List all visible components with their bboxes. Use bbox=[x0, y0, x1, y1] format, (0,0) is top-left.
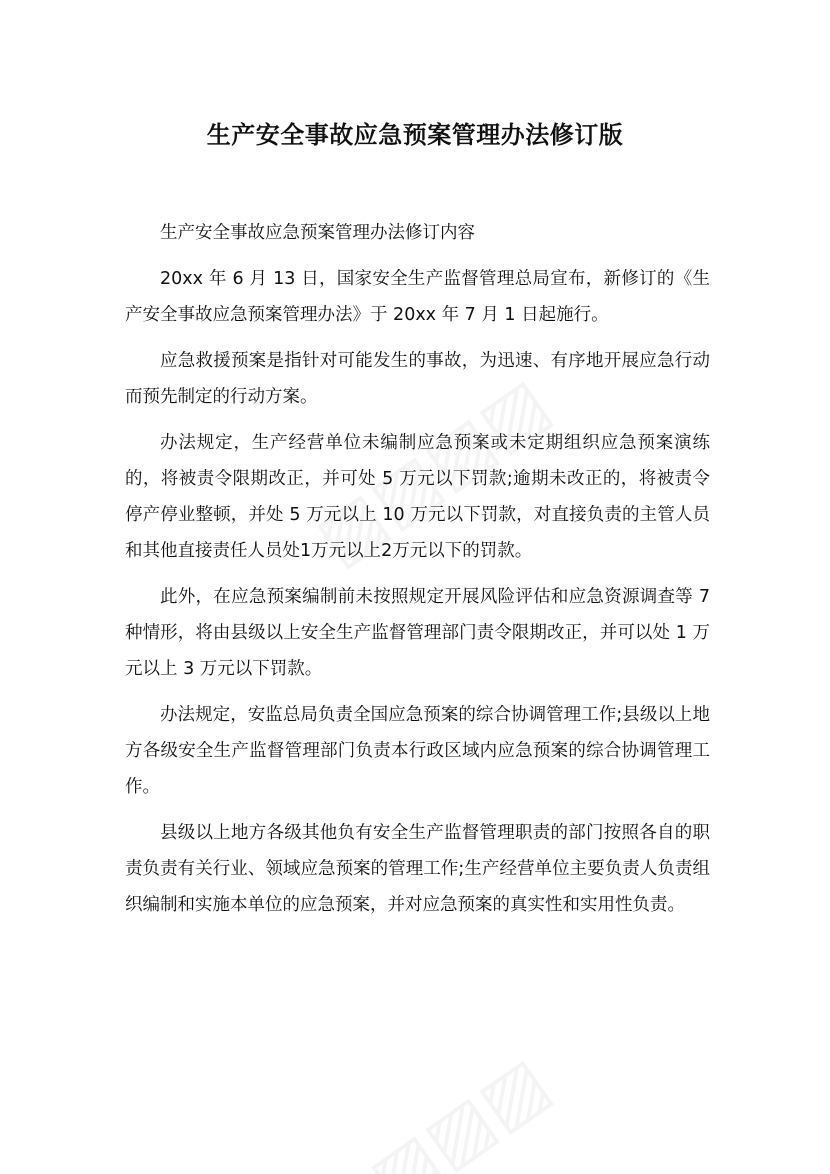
paragraph: 应急救援预案是指针对可能发生的事故，为迅速、有序地开展应急行动而预先制定的行动方案。 bbox=[125, 351, 710, 407]
paragraph: 20xx 年 6 月 13 日，国家安全生产监督管理总局宣布，新修订的《生产安全事故应急预案管理办法》于 20xx 年 7 月 1 日起施行。 bbox=[125, 269, 710, 325]
paragraph: 办法规定，安监总局负责全国应急预案的综合协调管理工作;县级以上地方各级安全生产监督管理部门负责本行政区域内应急预案的综合协调管理工作。 bbox=[125, 705, 710, 797]
paragraph: 办法规定，生产经营单位未编制应急预案或未定期组织应急预案演练的，将被责令限期改正，并可处 5 万元以下罚款;逾期未改正的，将被责令停产停业整顿，并处 5 万元以上 10 万元以下罚款，对直接负责的主管人员和其他直接责任人员处1万元以上2万元以下的罚款。 bbox=[125, 433, 710, 561]
document-title: 生产安全事故应急预案管理办法修订版 bbox=[206, 121, 624, 149]
watermark-graphic bbox=[354, 1041, 564, 1174]
document-body bbox=[125, 215, 710, 933]
paragraph: 县级以上地方各级其他负有安全生产监督管理职责的部门按照各自的职责负责有关行业、领域应急预案的管理工作;生产经营单位主要负责人负责组织编制和实施本单位的应急预案，并对应急预案的真实性和实用性负责。 bbox=[125, 823, 710, 915]
paragraph: 此外，在应急预案编制前未按照规定开展风险评估和应急资源调查等 7 种情形，将由县级以上安全生产监督管理部门责令限期改正，并可以处 1 万元以上 3 万元以下罚款。 bbox=[125, 587, 710, 679]
paragraph: 生产安全事故应急预案管理办法修订内容 bbox=[160, 223, 475, 243]
